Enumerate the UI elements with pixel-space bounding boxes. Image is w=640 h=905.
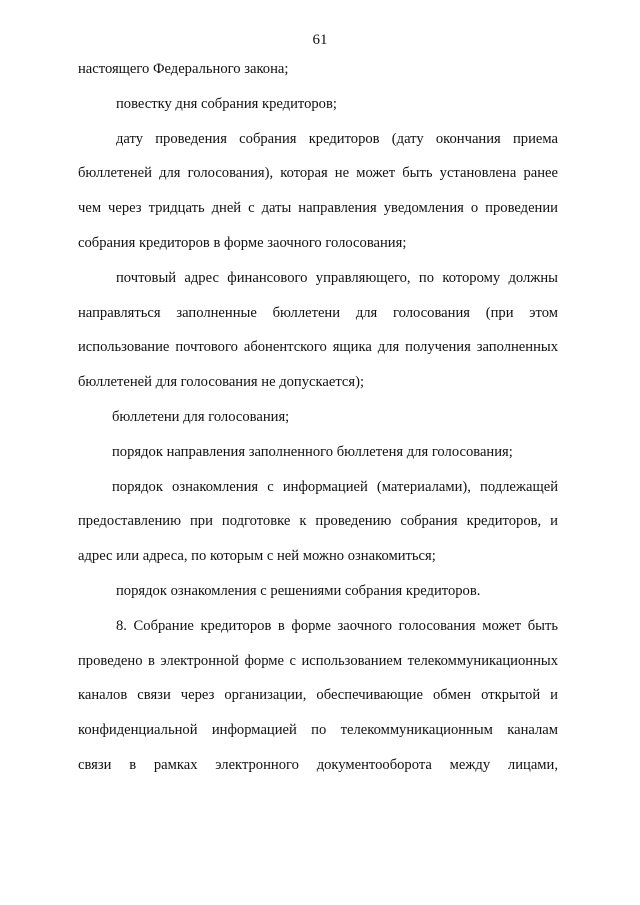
text-line: порядок ознакомления с решениями собрания кредиторов.: [116, 582, 481, 599]
text-line: собрания кредиторов в форме заочного голосования;: [78, 234, 407, 251]
text-line: 8. Собрание кредиторов в форме заочного голосования может быть: [116, 617, 558, 634]
text-line: бюллетени для голосования;: [112, 408, 290, 425]
text-line: адрес или адреса, по которым с ней можно ознакомиться;: [78, 548, 436, 565]
text-line: каналов связи через организации, обеспечивающие обмен открытой и: [78, 687, 558, 704]
text-line: конфиденциальной информацией по телекоммуникационным каналам: [78, 722, 558, 739]
text-line: настоящего Федерального закона;: [78, 61, 289, 77]
text-line: использование почтового абонентского ящика для получения заполненных: [78, 339, 558, 356]
text-line: бюллетеней для голосования), которая не может быть установлена ранее: [78, 165, 558, 182]
text-line: повестку дня собрания кредиторов;: [116, 95, 337, 112]
text-line: почтовый адрес финансового управляющего, по которому должны: [116, 269, 558, 286]
text-line: чем через тридцать дней с даты направления уведомления о проведении: [78, 200, 558, 217]
text-line: порядок направления заполненного бюллетеня для голосования;: [112, 443, 513, 460]
document-body: [78, 52, 558, 783]
text-line: проведено в электронной форме с использованием телекоммуникационных: [78, 652, 558, 669]
page-number: 61: [312, 32, 328, 48]
text-line: предоставлению при подготовке к проведению собрания кредиторов, и: [78, 513, 558, 530]
text-line: бюллетеней для голосования не допускается);: [78, 374, 365, 391]
text-line: направляться заполненные бюллетени для голосования (при этом: [78, 304, 558, 321]
text-line: дату проведения собрания кредиторов (дату окончания приема: [116, 130, 558, 147]
text-line: порядок ознакомления с информацией (материалами), подлежащей: [112, 478, 558, 495]
text-line: связи в рамках электронного документооборота между лицами,: [78, 756, 558, 773]
